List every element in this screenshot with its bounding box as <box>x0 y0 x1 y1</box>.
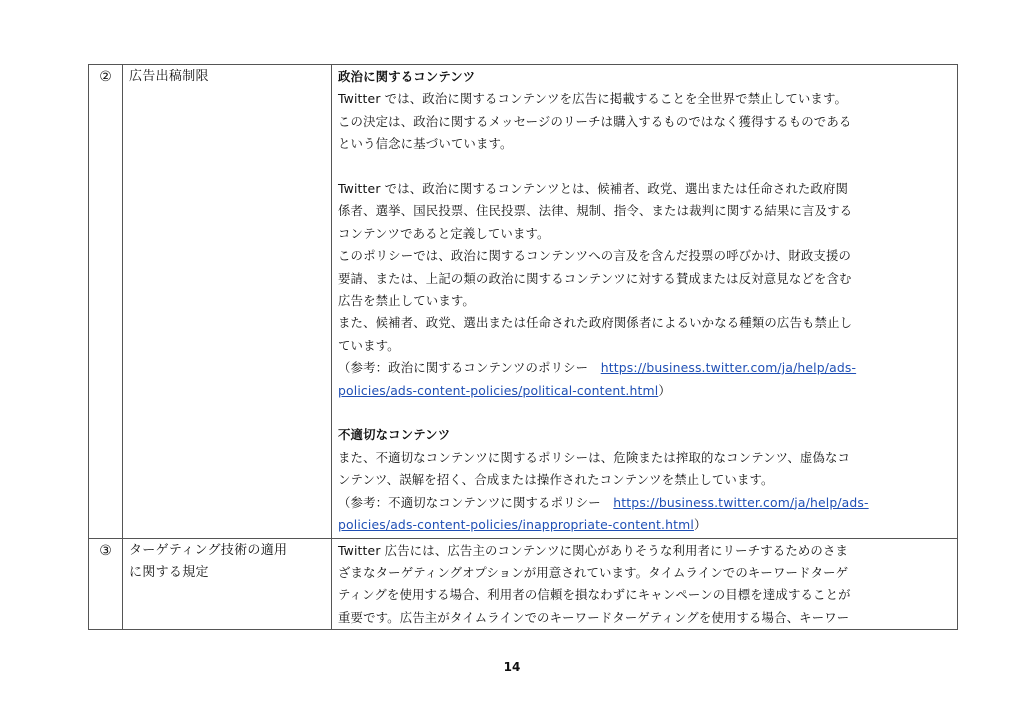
content-line: ざまなターゲティングオプションが用意されています。タイムラインでのキーワードターゲ <box>338 564 849 580</box>
reference-prefix: （参考：不適切なコンテンツに関するポリシー <box>338 494 614 510</box>
content-line: Twitter では、政治に関するコンテンツを広告に掲載することを全世界で禁止しています。 <box>338 91 848 107</box>
content-line: 係者、選挙、国民投票、住民投票、法律、規制、指令、または裁判に関する結果に言及する <box>338 203 853 219</box>
content-line: ティングを使用する場合、利用者の信頼を損なわずにキャンペーンの目標を達成することが <box>338 587 851 603</box>
policy-link-inappropriate[interactable]: https://business.twitter.com/ja/help/ads- <box>613 494 869 510</box>
content-line: また、不適切なコンテンツに関するポリシーは、危険または搾取的なコンテンツ、虚偽なコ <box>338 449 851 465</box>
page-number: 14 <box>503 660 521 674</box>
content-line: ンテンツ、誤解を招く、合成または操作されたコンテンツを禁止しています。 <box>338 472 774 488</box>
reference-prefix: （参考：政治に関するコンテンツのポリシー <box>338 360 601 376</box>
row-label: 広告出稿制限 <box>123 65 332 539</box>
reference-suffix: ） <box>693 517 707 533</box>
reference-line <box>338 357 953 379</box>
row-number: ③ <box>89 538 123 630</box>
table-row <box>89 538 958 630</box>
row-label-line: ターゲティング技術の適用 <box>129 542 288 558</box>
reference-line <box>338 380 953 402</box>
row-number: ② <box>89 65 123 539</box>
content-line: ています。 <box>338 337 400 353</box>
content-line: コンテンツであると定義しています。 <box>338 225 550 241</box>
content-line: Twitter 広告には、広告主のコンテンツに関心がありそうな利用者にリーチするためのさま <box>338 542 849 558</box>
content-line: 重要です。広告主がタイムラインでのキーワードターゲティングを使用する場合、キーワー <box>338 609 850 625</box>
content-line: という信念に基づいています。 <box>338 136 513 152</box>
reference-line <box>338 514 953 536</box>
table-row <box>89 65 958 539</box>
content-line: このポリシーでは、政治に関するコンテンツへの言及を含んだ投票の呼びかけ、財政支援の <box>338 248 852 264</box>
content-line: この決定は、政治に関するメッセージのリーチは購入するものではなく獲得するものである <box>338 113 852 129</box>
section-heading: 不適切なコンテンツ <box>338 427 451 443</box>
row-label <box>123 538 332 630</box>
reference-suffix: ） <box>658 382 671 398</box>
row-content <box>332 65 958 539</box>
policy-link-inappropriate-cont[interactable]: policies/ads-content-policies/inappropriate-content.html <box>338 517 694 533</box>
content-line: Twitter では、政治に関するコンテンツとは、候補者、政党、選出または任命された政府関 <box>338 181 849 197</box>
content-line: 要請、または、上記の類の政治に関するコンテンツに対する賛成または反対意見などを含む <box>338 270 852 286</box>
section-heading: 政治に関するコンテンツ <box>338 69 476 84</box>
policy-link-political[interactable]: https://business.twitter.com/ja/help/ads- <box>600 360 857 376</box>
policy-link-political-cont[interactable]: policies/ads-content-policies/political-content.html <box>338 382 659 398</box>
row-label-line: に関する規定 <box>129 564 209 580</box>
row-content <box>332 538 958 630</box>
reference-line <box>338 492 953 514</box>
content-line: また、候補者、政党、選出または任命された政府関係者によるいかなる種類の広告も禁止し <box>338 315 853 331</box>
policy-table <box>88 64 958 630</box>
content-line: 広告を禁止しています。 <box>338 293 475 309</box>
